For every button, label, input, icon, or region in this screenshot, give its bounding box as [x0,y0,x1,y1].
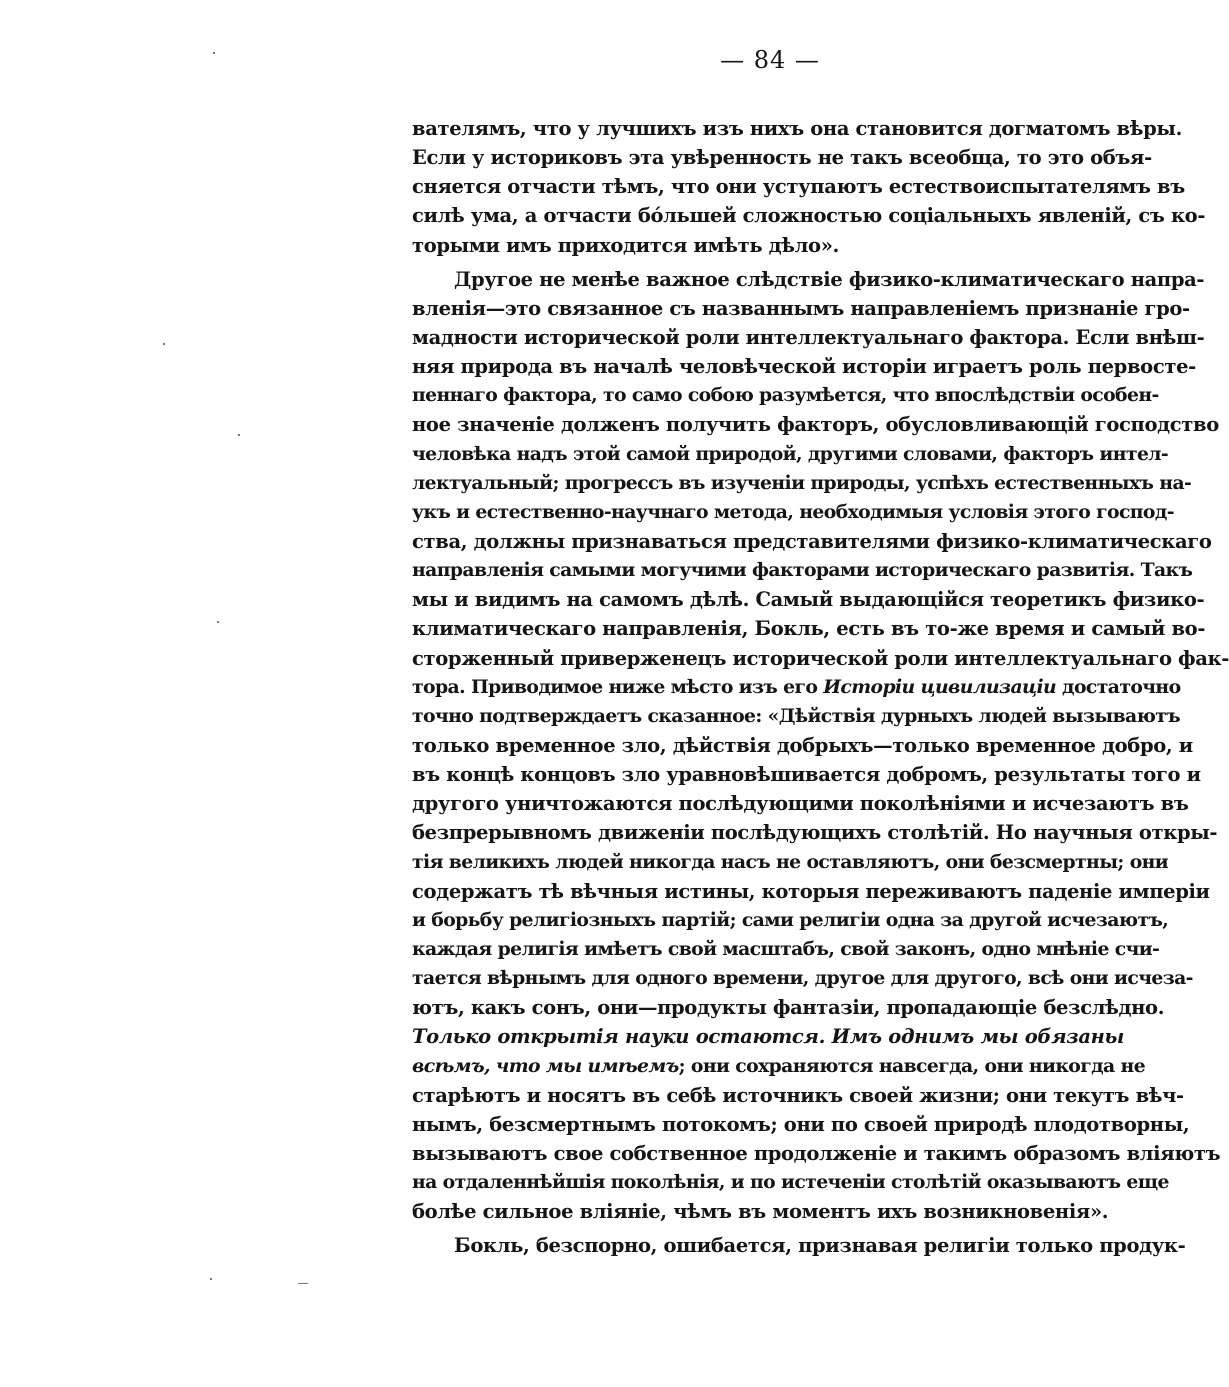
text-line: силѣ ума, а отчасти бо́льшей сложностью соціальныхъ явленій, съ ко- [412,204,1206,228]
text-line: тора. Приводимое ниже мѣсто изъ его Исторіи цивилизаціи достаточно [412,675,1181,698]
text-line: вателямъ, что у лучшихъ изъ нихъ она становится догматомъ вѣры. [412,117,1183,140]
text-line [412,1022,1124,1051]
text-line: вленія—это связанное съ названнымъ направленіемъ признаніе гро- [412,296,1190,320]
text-line: сняется отчасти тѣмъ, что они уступаютъ естествоиспытателямъ въ [412,175,1185,199]
scan-speck [210,1278,212,1280]
scan-speck [298,1283,308,1284]
text-line: тія великихъ людей никогда насъ не оставляютъ, они безсмертны; они [412,850,1169,873]
scan-speck [163,343,165,345]
text-line: на отдаленнѣйшія поколѣнія, и по истеченіи столѣтій оказываютъ еще [412,1171,1169,1194]
page-number: — 84 — [720,46,820,74]
scan-speck [213,52,215,54]
text-line: ютъ, какъ сонъ, они—продукты фантазіи, пропадающіе безслѣдно. [412,996,1165,1020]
text-line: направленія самыми могучими факторами историческаго развитія. Такъ [412,559,1193,582]
text-line: содержатъ тѣ вѣчныя истины, которыя переживаютъ паденіе имперіи [412,879,1210,903]
text-line: въ концѣ концовъ зло уравновѣшивается добромъ, результаты того и [412,763,1201,787]
text-line: и борьбу религіозныхъ партій; сами религіи одна за другой исчезаютъ, [412,908,1169,931]
scan-speck [238,434,240,436]
quote-emphasis-italic: всѣмъ, что мы имѣемъ [412,1054,679,1077]
text-line: точно подтверждаетъ сказанное: «Дѣйствія дурныхъ людей вызываютъ [412,704,1181,727]
text-line: вызываютъ свое собственное продолженіе и такимъ образомъ вліяютъ [412,1141,1221,1165]
text-line: всѣмъ, что мы имѣемъ; они сохраняются навсегда, они никогда не [412,1054,1146,1077]
text-line: ства, должны признаваться представителями физико-климатическаго [412,529,1212,553]
text-line: лектуальный; прогрессъ въ изученіи природы, успѣхъ естественныхъ на- [412,471,1192,494]
text-line: укъ и естественно-научнаго метода, необходимыя условія этого господ- [412,500,1174,523]
text-line: болѣе сильное вліяніе, чѣмъ въ моментъ ихъ возникновенія». [412,1200,1109,1224]
text-line: человѣка надъ этой самой природой, другими словами, факторъ интел- [412,442,1169,465]
quote-emphasis-italic: Только открытія науки остаются. Имъ однимъ мы обязаны [412,1025,1124,1049]
text-line: торыми имъ приходится имѣть дѣло». [412,233,839,257]
paragraph-start-line: Бокль, безспорно, ошибается, признавая религіи только продук- [454,1234,1186,1258]
text-line: другого уничтожаются послѣдующими поколѣніями и исчезаютъ въ [412,792,1189,816]
text-line: безпрерывномъ движеніи послѣдующихъ столѣтій. Но научныя откры- [412,821,1218,845]
text-line: Если у историковъ эта увѣренность не такъ всеобща, то это объя- [412,146,1152,170]
text-line: только временное зло, дѣйствія добрыхъ—только временное добро, и [412,733,1193,757]
text-line: нымъ, безсмертнымъ потокомъ; они по своей природѣ плодотворны, [412,1112,1190,1136]
text-line: мы и видимъ на самомъ дѣлѣ. Самый выдающійся теоретикъ физико- [412,588,1205,612]
text-line: тается вѣрнымъ для одного времени, другое для другого, всѣ они исчеза- [412,967,1193,990]
text-line: пеннаго фактора, то само собою разумѣется, что впослѣдствіи особен- [412,384,1159,407]
text-line: мадности исторической роли интеллектуальнаго фактора. Если внѣш- [412,325,1205,349]
text-line: няя природа въ началѣ человѣческой исторіи играетъ роль первосте- [412,355,1196,379]
text-line: каждая религія имѣетъ свой масштабъ, свой законъ, одно мнѣніе счи- [412,937,1160,960]
text-line: климатическаго направленія, Бокль, есть въ то-же время и самый во- [412,617,1206,641]
text-line: старѣютъ и носятъ въ себѣ источникъ своей жизни; они текутъ вѣч- [412,1083,1184,1107]
book-title-italic: Исторіи цивилизаціи [823,675,1057,698]
text-line: сторженный приверженецъ исторической роли интеллектуальнаго фак- [412,646,1229,670]
body-text [412,114,1229,1260]
scan-speck [217,621,219,623]
text-line: ное значеніе долженъ получить факторъ, обусловливающій господство [412,413,1219,437]
paragraph-start-line: Другое не менѣе важное слѣдствіе физико-климатическаго напра- [454,267,1205,291]
